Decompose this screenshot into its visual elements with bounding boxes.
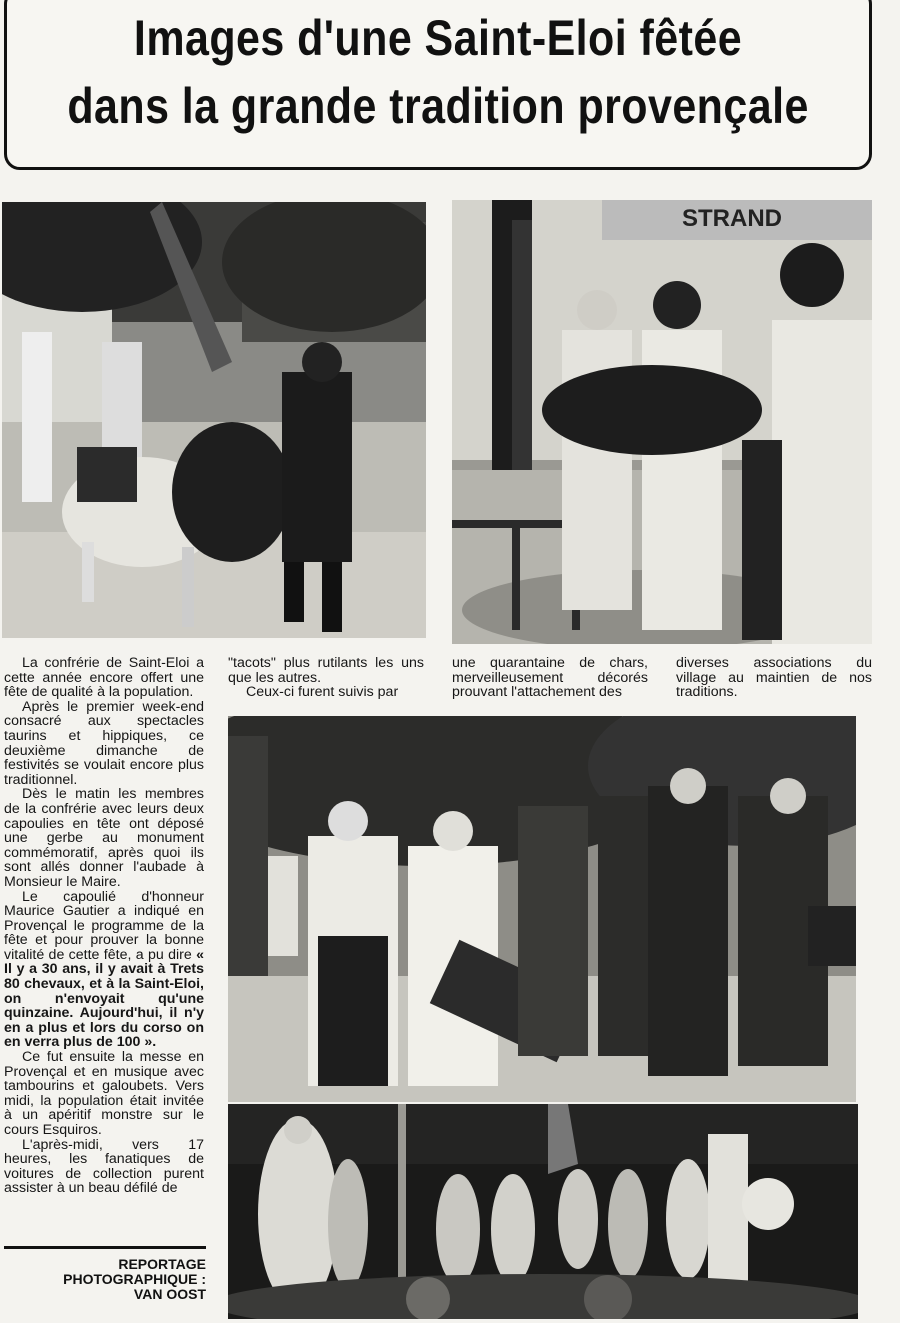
- paragraph: Dès le matin les membres de la confrérie avec leurs deux capoulies en tête ont déposé une gerbe au monument commémoratif, après quoi ils sont allés donner l'aubade à Monsieur le Maire.: [4, 786, 204, 890]
- paragraph: Ce fut ensuite la messe en Provençal et en musique avec tambourins et galoubets. Vers midi, la population était invitée à un apéritif monstre sur le cours Esquiros.: [4, 1049, 204, 1138]
- article-column-4: [676, 656, 872, 700]
- paragraph: L'après-midi, vers 17 heures, les fanatiques de voitures de collection purent assister à un beau défilé de: [4, 1136, 204, 1197]
- article-column-2: [228, 656, 424, 700]
- paragraph: "tacots" plus rutilants les uns que les autres.: [228, 655, 424, 686]
- headline-box: [4, 0, 872, 170]
- quote: « Il y a 30 ans, il y avait à Trets 80 chevaux, et à la Saint-Eloi, on n'envoyait qu'une quinzaine. Aujourd'hui, il n'y en a plus et lors du corso on en verra plus de 100 ».: [4, 946, 204, 1051]
- paragraph: La confrérie de Saint-Eloi a cette année encore offert une fête de qualité à la population.: [4, 655, 204, 701]
- paragraph: Après le premier week-end consacré aux spectacles taurins et hippiques, ce deuxième dimanche de festivités se voulait encore plus traditionnel.: [4, 698, 204, 788]
- photo-marching-band: [228, 716, 856, 1102]
- photo-horses-procession: [2, 202, 426, 638]
- credit-line-3: VAN OOST: [133, 1286, 206, 1302]
- headline-line-1: Images d'une Saint-Eloi fêtée: [133, 10, 743, 66]
- credit-line-1: REPORTAGE: [118, 1256, 206, 1272]
- photo-wreath-bearers: [452, 200, 872, 644]
- paragraph: diverses associations du village au maintien de nos traditions.: [676, 655, 872, 701]
- article-column-3: [452, 656, 648, 700]
- paragraph-text: Le capoulié d'honneur Maurice Gautier a indiqué en Provençal le programme de la fête et pour prouver la bonne vitalité de cette fête, a pu dire: [4, 888, 204, 963]
- photo-provencal-dancers: [228, 1104, 858, 1319]
- paragraph: Ceux-ci furent suivis par: [246, 684, 399, 701]
- paragraph: [4, 890, 204, 1051]
- paragraph: une quarantaine de chars, merveilleusement décorés prouvant l'attachement des: [452, 655, 648, 701]
- sign-text: STRAND: [682, 205, 782, 232]
- credit-line-2: PHOTOGRAPHIQUE :: [63, 1271, 206, 1287]
- article-column-1: [4, 656, 204, 1196]
- photo-credit: [4, 1246, 206, 1302]
- headline-line-2: dans la grande tradition provençale: [67, 78, 809, 134]
